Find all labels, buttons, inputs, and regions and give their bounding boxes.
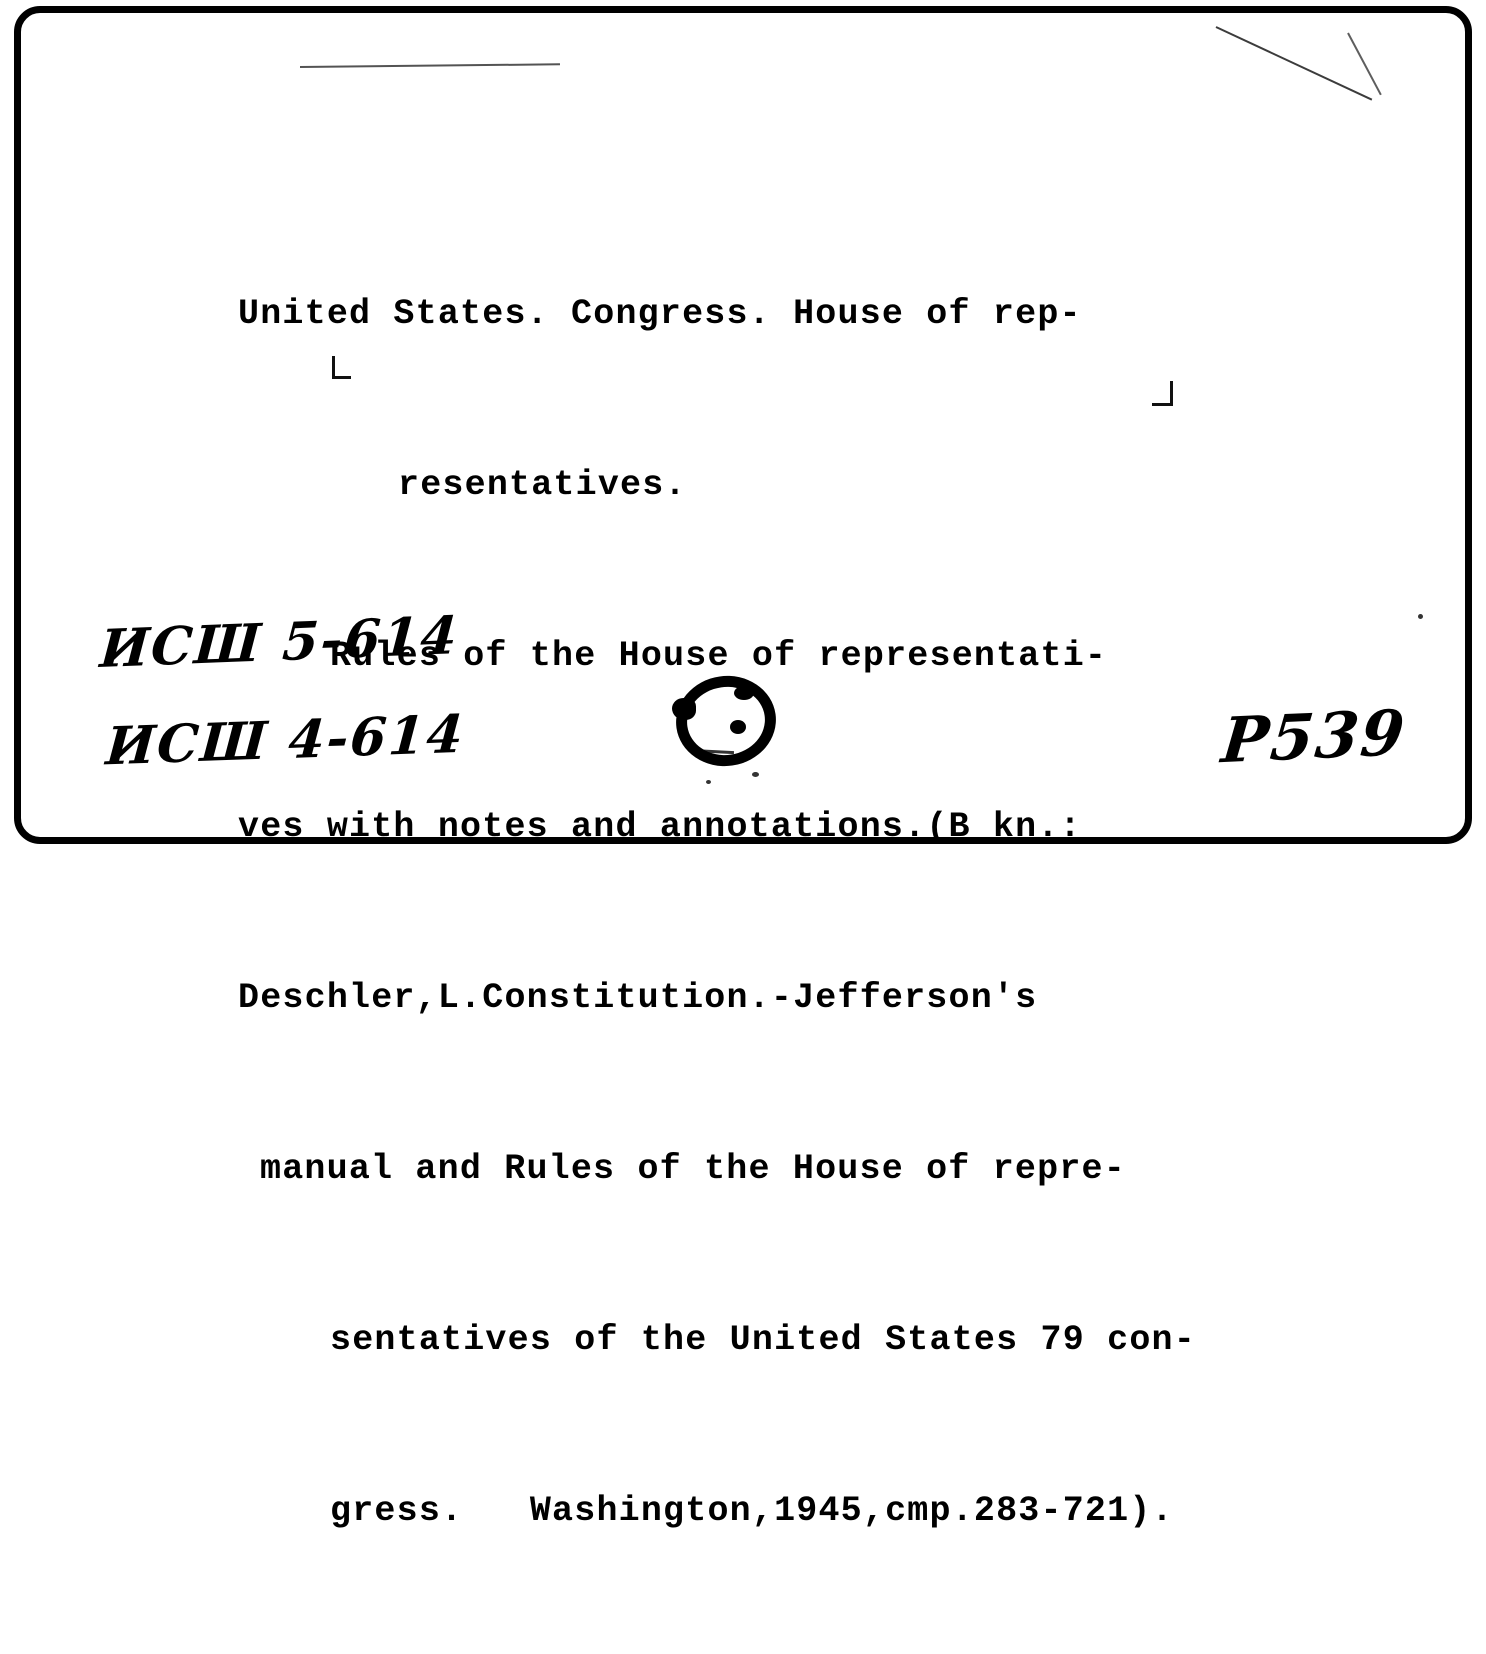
shelfmark-bottom: ИСШ 4-614 <box>103 703 467 778</box>
shelfmark-top: ИСШ 5-614 <box>98 605 461 680</box>
entry-line-4: ves with notes and annotations.(B kn.: <box>238 807 1082 847</box>
entry-line-6: manual and Rules of the House of repre- <box>260 1149 1126 1189</box>
typed-catalogue-entry <box>238 172 1438 1654</box>
entry-line-3: Rules of the House of representati- <box>330 636 1108 676</box>
ink-speck-1 <box>752 772 759 777</box>
entry-line-8: gress. Washington,1945,cmp.283-721). <box>330 1491 1174 1531</box>
accession-number: Р539 <box>1218 695 1410 778</box>
entry-line-1: United States. Congress. House of rep- <box>238 294 1082 334</box>
entry-line-5: Deschler,L.Constitution.-Jefferson's <box>238 978 1038 1018</box>
stamp-blob-bottom-right <box>730 720 746 734</box>
correction-bracket-right <box>1152 381 1173 406</box>
correction-bracket-left <box>332 356 351 379</box>
ink-speck-2 <box>706 780 711 784</box>
ink-stamp-blot <box>672 672 768 758</box>
entry-line-2: resentatives. <box>398 465 687 505</box>
stamp-ring <box>670 669 782 772</box>
stamp-blob-left <box>672 698 696 720</box>
entry-line-7: sentatives of the United States 79 con- <box>330 1320 1196 1360</box>
stamp-blob-top-right <box>734 686 754 700</box>
ink-speck-3 <box>1418 614 1423 619</box>
